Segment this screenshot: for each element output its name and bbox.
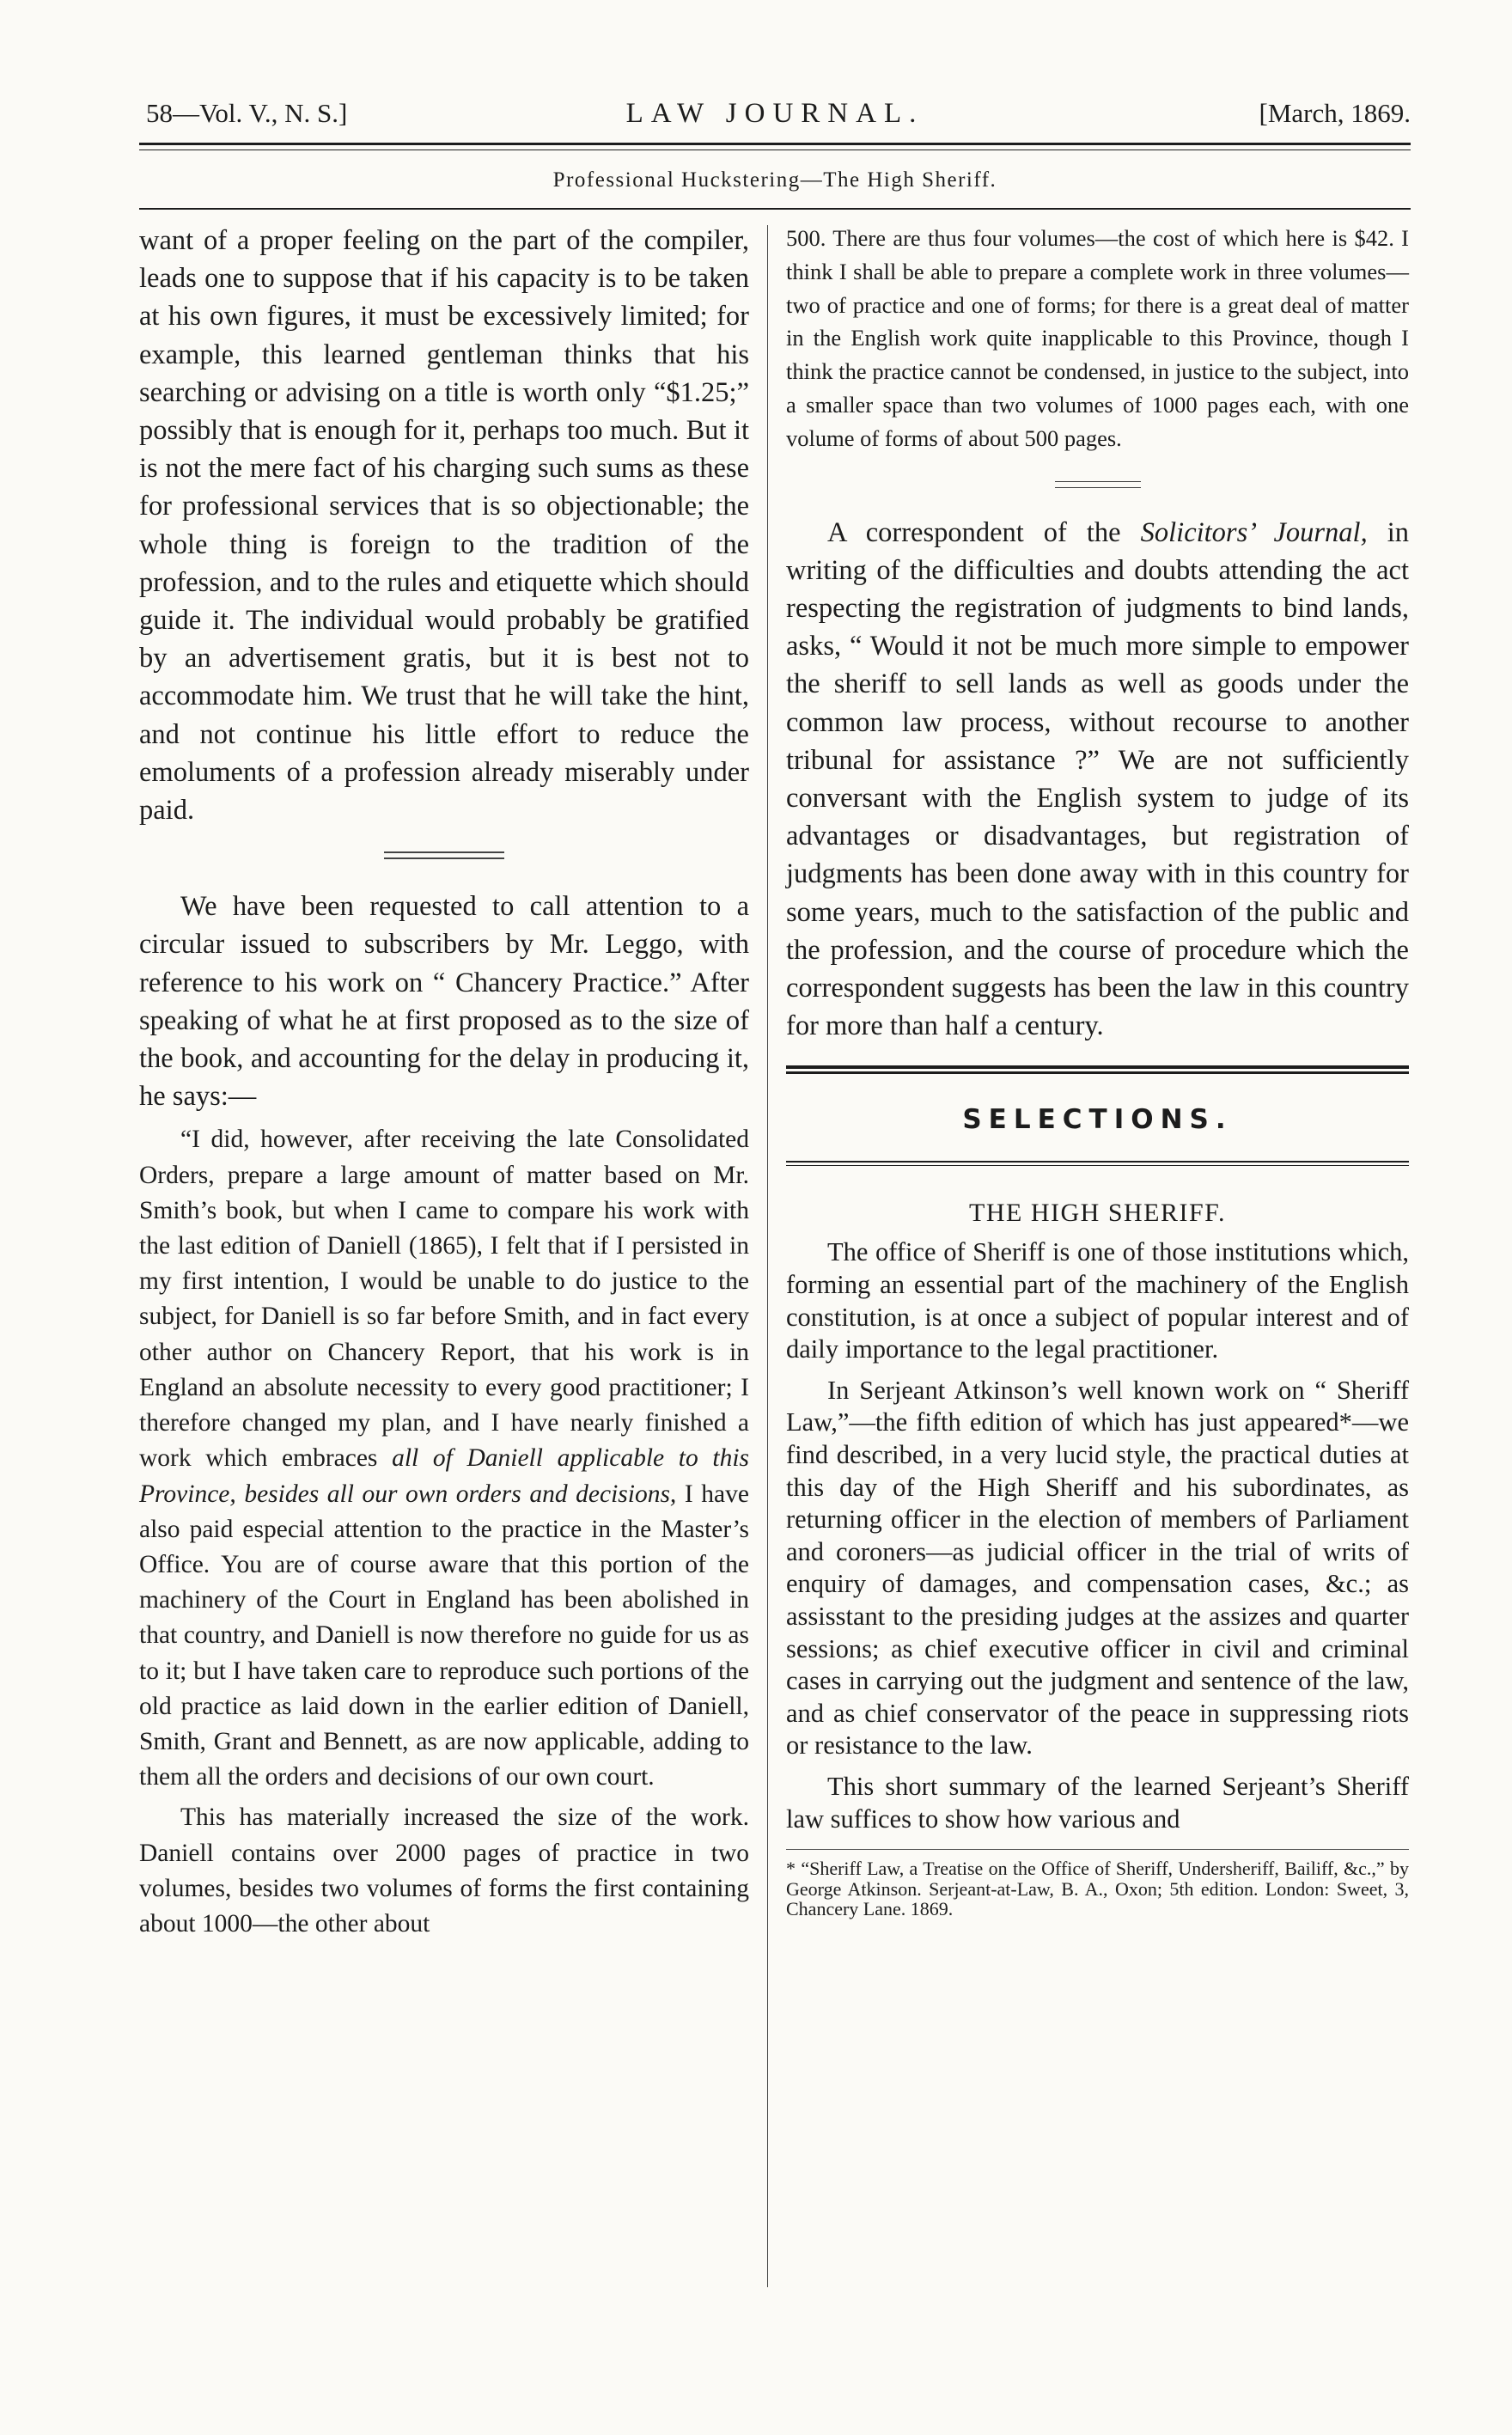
paragraph-summary: This short summary of the learned Serjeant’s Sheriff law suffices to show how various and (786, 1771, 1409, 1834)
quote-leggo-italic: all of Daniell applicable to this Province, besides all our own orders and decisions, (139, 1444, 749, 1508)
subtitle-rule (139, 208, 1411, 210)
quote-leggo (139, 1122, 749, 1795)
footnote: * “Sheriff Law, a Treatise on the Office of Sheriff, Undersheriff, Bailiff, &c.,” by George Atkinson. Serjeant-at-Law, B. A., Oxon; 5th edition. London: Sweet, 3, Chancery Lane. 1869. (786, 1858, 1409, 1920)
article-title: THE HIGH SHERIFF. (969, 1199, 1226, 1228)
page-header (139, 93, 1411, 136)
header-rule-thick (139, 143, 1411, 145)
footnote-rule (786, 1849, 1409, 1850)
quote-leggo-continued: This has materially increased the size of the work. Daniell contains over 2000 pages of practice in two volumes, besides two volumes of forms the first containing about 1000—the other about (139, 1803, 749, 1938)
selections-bottom-rule-thin (786, 1165, 1409, 1166)
quote-leggo-text-b: I have also paid especial attention to the practice in the Master’s Office. You are of course aware that this portion of the machinery of the Court in England has been abolished in that country, and Daniell is now therefore no guide for us as to it; but I have taken care to reproduce such portions of the old practice as laid down in the earlier edition of Daniell, Smith, Grant and Bennett, as are now applicable, adding to them all the orders and decisions of our own court. (139, 1480, 749, 1791)
solicitors-journal-title: Solicitors’ Journal, (1140, 516, 1368, 548)
paragraph-huckstering-end: want of a proper feeling on the part of the compiler, leads one to suppose that if his capacity is to be taken at his own figures, it must be excessively limited; for example, this learned gentleman thinks that his searching or advising on a title is worth only “$1.25;” possibly that is enough for it, perhaps too much. But it is not the mere fact of his charging such sums as these for professional services that is so objectionable; the whole thing is foreign to the tradition of the profession, and to the rules and etiquette which should guide it. The individual would probably be gratified by an advertisement gratis, but it is best not to accommodate him. We trust that he will take the hint, and not continue his little effort to reduce the emoluments of a profession already miserably under paid. (139, 225, 749, 827)
left-column (139, 222, 749, 1942)
right-column (786, 222, 1409, 1919)
paragraph-atkinson: In Serjeant Atkinson’s well known work on “ Sheriff Law,”—the fifth edition of which has just appeared*—we find described, in a very lucid style, the practical duties at this day of the High Sheriff and his subordinates, as returning officer in the election of members of Parliament and coroners—as judicial officer in the trial of writs of enquiry of damages, and compensation cases, &c.; as assisstant to the presiding judges at the assizes and quarter sessions; as chief executive officer in civil and criminal cases in carrying out the judgment and sentence of the law, and as chief conservator of the peace in suppressing riots or resistance to the law. (786, 1375, 1409, 1761)
quote-leggo-text-a: “I did, however, after receiving the late Consolidated Orders, prepare a large amount of matter based on Mr. Smith’s book, but when I came to compare his work with the last edition of Daniell (1865), I felt that if I persisted in my first intention, I would be unable to do justice to the subject, for Daniell is so far before Smith, and in fact every other author on Chancery Report, that his work is in England an absolute necessity to every good practitioner; I therefore changed my plan, and I have nearly finished a work which embraces (139, 1126, 749, 1473)
page-number-volume: 58—Vol. V., N. S.] (146, 98, 348, 128)
issue-date: [March, 1869. (1259, 98, 1411, 128)
paragraph-quote-conclusion: 500. There are thus four volumes—the cost of which here is $42. I think I shall be able to prepare a complete work in three volumes—two of practice and one of forms; for there is a great deal of matter in the English work quite inapplicable to this Province, though I think the practice cannot be condensed, in justice to the subject, into a smaller space than two volumes of 1000 pages each, with one volume of forms of about 500 pages. (786, 225, 1409, 451)
running-subtitle: Professional Huckstering—The High Sheriff. (552, 168, 997, 192)
solicitors-text-a: A correspondent of the (827, 516, 1141, 548)
selections-heading: SELECTIONS. (962, 1104, 1233, 1136)
section-separator (384, 848, 504, 867)
column-divider (767, 225, 768, 2287)
paragraph-sheriff-office: The office of Sheriff is one of those institutions which, forming an essential part of the machinery of the English constitution, is at once a subject of popular interest and of daily importance to the legal practitioner. (786, 1237, 1409, 1364)
solicitors-text-b: in writing of the difficulties and doubts attending the act respecting the registration of judgments to bind lands, asks, “ Would it not be much more simple to empower the sheriff to sell lands as well as goods under the common law process, without recourse to another tribunal for assistance ?” We are not sufficiently conversant with the English system to judge of its advantages or disadvantages, but registration of judgments has been done away with in this country for some years, much to the satisfaction of the public and the profession, and the course of procedure which the correspondent suggests has been the law in this country for more than half a century. (786, 516, 1410, 1042)
selections-bottom-rule (786, 1161, 1409, 1163)
section-separator-right (1055, 478, 1141, 497)
journal-title: LAW JOURNAL. (625, 98, 924, 129)
selections-top-rule (786, 1065, 1409, 1075)
paragraph-leggo-circular: We have been requested to call attention to a circular issued to subscribers by Mr. Leggo, with reference to his work on “ Chancery Practice.” After speaking of what he at first proposed as to the size of the book, and accounting for the delay in producing it, he says:— (139, 891, 749, 1113)
paragraph-solicitors-journal (786, 514, 1409, 1046)
